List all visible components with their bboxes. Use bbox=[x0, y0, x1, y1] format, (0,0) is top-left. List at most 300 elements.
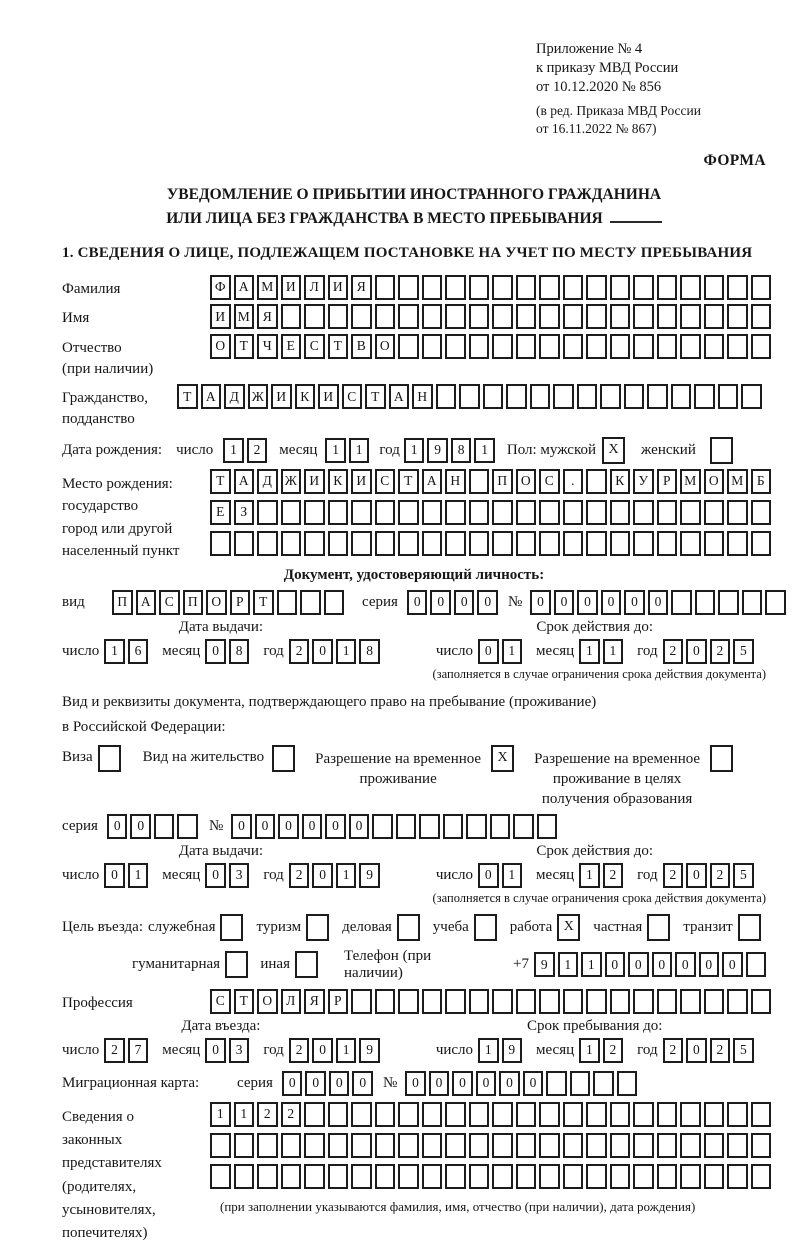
char-box[interactable]: 1 bbox=[234, 1102, 255, 1127]
char-box[interactable] bbox=[680, 334, 701, 359]
char-box[interactable] bbox=[210, 1133, 231, 1158]
char-box[interactable] bbox=[445, 1133, 466, 1158]
char-box[interactable]: 0 bbox=[352, 1071, 373, 1096]
char-box[interactable]: О bbox=[375, 334, 396, 359]
char-box[interactable]: Ж bbox=[281, 469, 302, 494]
char-box[interactable]: 1 bbox=[404, 438, 425, 463]
char-box[interactable]: 1 bbox=[336, 1038, 357, 1063]
char-box[interactable] bbox=[492, 500, 513, 525]
char-box[interactable] bbox=[746, 952, 767, 977]
char-box[interactable]: А bbox=[136, 590, 157, 615]
char-box[interactable]: Е bbox=[210, 500, 231, 525]
char-box[interactable]: 1 bbox=[223, 438, 244, 463]
char-box[interactable] bbox=[516, 989, 537, 1014]
char-box[interactable]: 0 bbox=[452, 1071, 473, 1096]
char-box[interactable]: Н bbox=[412, 384, 433, 409]
char-box[interactable] bbox=[490, 814, 511, 839]
char-box[interactable]: С bbox=[539, 469, 560, 494]
char-box[interactable] bbox=[469, 469, 490, 494]
char-box[interactable] bbox=[422, 500, 443, 525]
char-box[interactable]: 9 bbox=[427, 438, 448, 463]
char-box[interactable]: 0 bbox=[686, 639, 707, 664]
char-box[interactable] bbox=[516, 275, 537, 300]
char-box[interactable]: 2 bbox=[289, 639, 310, 664]
char-box[interactable] bbox=[657, 1133, 678, 1158]
char-box[interactable]: Т bbox=[365, 384, 386, 409]
char-box[interactable] bbox=[738, 914, 761, 941]
char-box[interactable]: В bbox=[351, 334, 372, 359]
char-box[interactable]: П bbox=[183, 590, 204, 615]
char-box[interactable]: Р bbox=[657, 469, 678, 494]
char-box[interactable]: 2 bbox=[663, 863, 684, 888]
char-box[interactable]: И bbox=[318, 384, 339, 409]
char-box[interactable]: О bbox=[206, 590, 227, 615]
char-box[interactable]: 0 bbox=[699, 952, 720, 977]
char-box[interactable] bbox=[563, 500, 584, 525]
char-box[interactable] bbox=[586, 531, 607, 556]
char-box[interactable] bbox=[398, 989, 419, 1014]
char-box[interactable]: 1 bbox=[603, 639, 624, 664]
char-box[interactable] bbox=[351, 1102, 372, 1127]
char-box[interactable]: 1 bbox=[579, 639, 600, 664]
char-box[interactable] bbox=[281, 531, 302, 556]
char-box[interactable] bbox=[751, 1102, 772, 1127]
char-box[interactable] bbox=[375, 500, 396, 525]
char-box[interactable] bbox=[727, 304, 748, 329]
char-box[interactable] bbox=[624, 384, 645, 409]
char-box[interactable] bbox=[657, 334, 678, 359]
char-box[interactable]: 1 bbox=[349, 438, 370, 463]
char-box[interactable] bbox=[372, 814, 393, 839]
char-box[interactable]: 0 bbox=[652, 952, 673, 977]
char-box[interactable] bbox=[492, 1102, 513, 1127]
char-box[interactable]: Д bbox=[257, 469, 278, 494]
char-box[interactable] bbox=[220, 914, 243, 941]
char-box[interactable] bbox=[704, 500, 725, 525]
char-box[interactable]: И bbox=[304, 469, 325, 494]
char-box[interactable]: 0 bbox=[130, 814, 151, 839]
char-box[interactable] bbox=[657, 1164, 678, 1189]
char-box[interactable]: 1 bbox=[336, 863, 357, 888]
char-box[interactable] bbox=[741, 384, 762, 409]
char-box[interactable] bbox=[459, 384, 480, 409]
char-box[interactable] bbox=[671, 384, 692, 409]
char-box[interactable]: 0 bbox=[478, 863, 499, 888]
char-box[interactable] bbox=[539, 989, 560, 1014]
char-box[interactable] bbox=[680, 1133, 701, 1158]
char-box[interactable] bbox=[704, 531, 725, 556]
char-box[interactable] bbox=[375, 531, 396, 556]
char-box[interactable]: 0 bbox=[205, 863, 226, 888]
char-box[interactable] bbox=[647, 914, 670, 941]
char-box[interactable] bbox=[300, 590, 321, 615]
char-box[interactable] bbox=[225, 951, 248, 978]
char-box[interactable] bbox=[610, 275, 631, 300]
char-box[interactable] bbox=[419, 814, 440, 839]
char-box[interactable] bbox=[657, 500, 678, 525]
char-box[interactable] bbox=[445, 275, 466, 300]
char-box[interactable] bbox=[586, 334, 607, 359]
char-box[interactable] bbox=[539, 500, 560, 525]
char-box[interactable]: 8 bbox=[359, 639, 380, 664]
char-box[interactable]: 1 bbox=[502, 639, 523, 664]
char-box[interactable]: У bbox=[633, 469, 654, 494]
char-box[interactable] bbox=[586, 989, 607, 1014]
char-box[interactable] bbox=[765, 590, 786, 615]
char-box[interactable] bbox=[704, 989, 725, 1014]
char-box[interactable] bbox=[445, 500, 466, 525]
char-box[interactable] bbox=[328, 1102, 349, 1127]
char-box[interactable] bbox=[563, 1164, 584, 1189]
char-box[interactable] bbox=[210, 1164, 231, 1189]
char-box[interactable] bbox=[492, 1133, 513, 1158]
char-box[interactable] bbox=[375, 1102, 396, 1127]
char-box[interactable]: X bbox=[557, 914, 580, 941]
char-box[interactable]: Л bbox=[281, 989, 302, 1014]
char-box[interactable] bbox=[546, 1071, 567, 1096]
char-box[interactable]: 0 bbox=[312, 1038, 333, 1063]
char-box[interactable] bbox=[539, 275, 560, 300]
char-box[interactable] bbox=[281, 1164, 302, 1189]
char-box[interactable] bbox=[398, 531, 419, 556]
char-box[interactable] bbox=[516, 1102, 537, 1127]
char-box[interactable] bbox=[234, 1133, 255, 1158]
char-box[interactable]: 0 bbox=[476, 1071, 497, 1096]
char-box[interactable] bbox=[281, 1133, 302, 1158]
char-box[interactable] bbox=[680, 531, 701, 556]
char-box[interactable] bbox=[154, 814, 175, 839]
char-box[interactable] bbox=[586, 1164, 607, 1189]
char-box[interactable]: 0 bbox=[648, 590, 669, 615]
char-box[interactable]: 1 bbox=[128, 863, 149, 888]
char-box[interactable]: 8 bbox=[451, 438, 472, 463]
char-box[interactable]: 3 bbox=[229, 863, 250, 888]
char-box[interactable] bbox=[727, 1102, 748, 1127]
char-box[interactable] bbox=[516, 1164, 537, 1189]
char-box[interactable] bbox=[469, 1133, 490, 1158]
char-box[interactable] bbox=[751, 304, 772, 329]
char-box[interactable]: 2 bbox=[603, 863, 624, 888]
char-box[interactable] bbox=[586, 1102, 607, 1127]
char-box[interactable] bbox=[375, 1164, 396, 1189]
char-box[interactable]: Т bbox=[210, 469, 231, 494]
char-box[interactable]: 2 bbox=[104, 1038, 125, 1063]
char-box[interactable] bbox=[469, 531, 490, 556]
char-box[interactable]: М bbox=[234, 304, 255, 329]
char-box[interactable]: Б bbox=[751, 469, 772, 494]
char-box[interactable] bbox=[751, 334, 772, 359]
char-box[interactable] bbox=[593, 1071, 614, 1096]
char-box[interactable]: 0 bbox=[305, 1071, 326, 1096]
char-box[interactable] bbox=[422, 531, 443, 556]
char-box[interactable] bbox=[422, 1164, 443, 1189]
char-box[interactable]: 0 bbox=[329, 1071, 350, 1096]
char-box[interactable]: 0 bbox=[477, 590, 498, 615]
char-box[interactable] bbox=[398, 334, 419, 359]
char-box[interactable] bbox=[422, 989, 443, 1014]
char-box[interactable]: О bbox=[257, 989, 278, 1014]
char-box[interactable]: 5 bbox=[733, 1038, 754, 1063]
char-box[interactable] bbox=[727, 334, 748, 359]
char-box[interactable]: Я bbox=[257, 304, 278, 329]
char-box[interactable]: М bbox=[257, 275, 278, 300]
char-box[interactable] bbox=[633, 500, 654, 525]
char-box[interactable] bbox=[422, 1102, 443, 1127]
char-box[interactable] bbox=[633, 1102, 654, 1127]
char-box[interactable]: П bbox=[492, 469, 513, 494]
char-box[interactable] bbox=[530, 384, 551, 409]
char-box[interactable]: 0 bbox=[554, 590, 575, 615]
char-box[interactable] bbox=[272, 745, 295, 772]
char-box[interactable]: 1 bbox=[336, 639, 357, 664]
char-box[interactable]: 1 bbox=[325, 438, 346, 463]
char-box[interactable] bbox=[257, 531, 278, 556]
char-box[interactable]: X bbox=[491, 745, 514, 772]
char-box[interactable] bbox=[295, 951, 318, 978]
char-box[interactable] bbox=[398, 500, 419, 525]
char-box[interactable]: Р bbox=[328, 989, 349, 1014]
char-box[interactable]: М bbox=[680, 469, 701, 494]
char-box[interactable]: И bbox=[281, 275, 302, 300]
char-box[interactable] bbox=[586, 1133, 607, 1158]
char-box[interactable] bbox=[422, 275, 443, 300]
char-box[interactable] bbox=[234, 1164, 255, 1189]
char-box[interactable] bbox=[680, 1102, 701, 1127]
char-box[interactable]: 0 bbox=[686, 1038, 707, 1063]
char-box[interactable] bbox=[633, 1133, 654, 1158]
char-box[interactable]: М bbox=[727, 469, 748, 494]
char-box[interactable] bbox=[375, 989, 396, 1014]
char-box[interactable] bbox=[422, 334, 443, 359]
char-box[interactable] bbox=[351, 531, 372, 556]
char-box[interactable]: 1 bbox=[579, 863, 600, 888]
char-box[interactable] bbox=[751, 531, 772, 556]
char-box[interactable] bbox=[539, 1164, 560, 1189]
char-box[interactable] bbox=[445, 304, 466, 329]
char-box[interactable] bbox=[304, 304, 325, 329]
char-box[interactable]: Т bbox=[177, 384, 198, 409]
char-box[interactable]: 0 bbox=[624, 590, 645, 615]
char-box[interactable]: С bbox=[210, 989, 231, 1014]
char-box[interactable] bbox=[610, 1133, 631, 1158]
char-box[interactable]: 0 bbox=[104, 863, 125, 888]
char-box[interactable] bbox=[633, 275, 654, 300]
char-box[interactable] bbox=[610, 304, 631, 329]
char-box[interactable] bbox=[680, 304, 701, 329]
char-box[interactable]: 2 bbox=[710, 639, 731, 664]
char-box[interactable]: З bbox=[234, 500, 255, 525]
char-box[interactable]: 2 bbox=[663, 639, 684, 664]
char-box[interactable] bbox=[398, 1164, 419, 1189]
char-box[interactable]: Р bbox=[230, 590, 251, 615]
char-box[interactable]: И bbox=[351, 469, 372, 494]
char-box[interactable] bbox=[422, 1133, 443, 1158]
char-box[interactable]: 5 bbox=[733, 863, 754, 888]
char-box[interactable] bbox=[351, 500, 372, 525]
char-box[interactable]: 1 bbox=[478, 1038, 499, 1063]
char-box[interactable] bbox=[704, 275, 725, 300]
char-box[interactable]: 1 bbox=[210, 1102, 231, 1127]
char-box[interactable]: 0 bbox=[282, 1071, 303, 1096]
char-box[interactable] bbox=[539, 1133, 560, 1158]
char-box[interactable] bbox=[586, 469, 607, 494]
char-box[interactable] bbox=[718, 384, 739, 409]
char-box[interactable] bbox=[351, 1133, 372, 1158]
char-box[interactable] bbox=[492, 334, 513, 359]
char-box[interactable] bbox=[563, 1133, 584, 1158]
char-box[interactable] bbox=[647, 384, 668, 409]
char-box[interactable] bbox=[657, 531, 678, 556]
char-box[interactable] bbox=[513, 814, 534, 839]
char-box[interactable] bbox=[586, 304, 607, 329]
char-box[interactable] bbox=[516, 304, 537, 329]
char-box[interactable] bbox=[751, 500, 772, 525]
char-box[interactable] bbox=[704, 304, 725, 329]
char-box[interactable]: 3 bbox=[229, 1038, 250, 1063]
char-box[interactable] bbox=[398, 275, 419, 300]
char-box[interactable]: 5 bbox=[733, 639, 754, 664]
char-box[interactable] bbox=[718, 590, 739, 615]
char-box[interactable] bbox=[469, 1164, 490, 1189]
char-box[interactable]: Е bbox=[281, 334, 302, 359]
char-box[interactable]: 9 bbox=[502, 1038, 523, 1063]
char-box[interactable]: 6 bbox=[128, 639, 149, 664]
char-box[interactable] bbox=[610, 1164, 631, 1189]
char-box[interactable]: И bbox=[210, 304, 231, 329]
char-box[interactable] bbox=[469, 989, 490, 1014]
char-box[interactable]: 0 bbox=[722, 952, 743, 977]
char-box[interactable] bbox=[422, 304, 443, 329]
char-box[interactable]: С bbox=[375, 469, 396, 494]
char-box[interactable] bbox=[657, 1102, 678, 1127]
char-box[interactable]: К bbox=[295, 384, 316, 409]
char-box[interactable] bbox=[586, 275, 607, 300]
char-box[interactable] bbox=[397, 914, 420, 941]
char-box[interactable] bbox=[563, 989, 584, 1014]
char-box[interactable] bbox=[563, 304, 584, 329]
char-box[interactable] bbox=[210, 531, 231, 556]
char-box[interactable] bbox=[396, 814, 417, 839]
char-box[interactable] bbox=[436, 384, 457, 409]
char-box[interactable]: 9 bbox=[534, 952, 555, 977]
char-box[interactable] bbox=[351, 304, 372, 329]
char-box[interactable]: 0 bbox=[686, 863, 707, 888]
char-box[interactable]: 0 bbox=[430, 590, 451, 615]
char-box[interactable] bbox=[539, 531, 560, 556]
char-box[interactable]: О bbox=[210, 334, 231, 359]
char-box[interactable]: К bbox=[328, 469, 349, 494]
char-box[interactable] bbox=[351, 1164, 372, 1189]
char-box[interactable] bbox=[680, 275, 701, 300]
char-box[interactable]: К bbox=[610, 469, 631, 494]
char-box[interactable] bbox=[657, 275, 678, 300]
char-box[interactable] bbox=[98, 745, 121, 772]
char-box[interactable] bbox=[751, 1164, 772, 1189]
char-box[interactable]: 9 bbox=[359, 863, 380, 888]
char-box[interactable] bbox=[600, 384, 621, 409]
char-box[interactable] bbox=[657, 304, 678, 329]
char-box[interactable]: Д bbox=[224, 384, 245, 409]
char-box[interactable]: 2 bbox=[663, 1038, 684, 1063]
char-box[interactable]: 1 bbox=[474, 438, 495, 463]
char-box[interactable] bbox=[695, 590, 716, 615]
char-box[interactable]: 0 bbox=[605, 952, 626, 977]
char-box[interactable]: 0 bbox=[255, 814, 276, 839]
char-box[interactable] bbox=[563, 1102, 584, 1127]
char-box[interactable]: С bbox=[342, 384, 363, 409]
char-box[interactable] bbox=[443, 814, 464, 839]
char-box[interactable] bbox=[633, 531, 654, 556]
char-box[interactable] bbox=[474, 914, 497, 941]
char-box[interactable] bbox=[704, 334, 725, 359]
char-box[interactable]: 0 bbox=[530, 590, 551, 615]
char-box[interactable]: 2 bbox=[710, 1038, 731, 1063]
char-box[interactable]: А bbox=[389, 384, 410, 409]
char-box[interactable]: 0 bbox=[577, 590, 598, 615]
char-box[interactable] bbox=[516, 334, 537, 359]
char-box[interactable] bbox=[727, 500, 748, 525]
char-box[interactable]: Ж bbox=[248, 384, 269, 409]
char-box[interactable] bbox=[375, 275, 396, 300]
char-box[interactable] bbox=[469, 500, 490, 525]
char-box[interactable] bbox=[657, 989, 678, 1014]
char-box[interactable]: Н bbox=[445, 469, 466, 494]
char-box[interactable] bbox=[234, 531, 255, 556]
char-box[interactable]: 0 bbox=[499, 1071, 520, 1096]
char-box[interactable] bbox=[304, 1102, 325, 1127]
char-box[interactable]: 0 bbox=[302, 814, 323, 839]
char-box[interactable] bbox=[328, 1133, 349, 1158]
char-box[interactable] bbox=[694, 384, 715, 409]
char-box[interactable]: 2 bbox=[603, 1038, 624, 1063]
char-box[interactable] bbox=[492, 304, 513, 329]
char-box[interactable] bbox=[445, 1102, 466, 1127]
char-box[interactable]: 0 bbox=[325, 814, 346, 839]
char-box[interactable] bbox=[328, 500, 349, 525]
char-box[interactable] bbox=[257, 1133, 278, 1158]
char-box[interactable]: 0 bbox=[407, 590, 428, 615]
char-box[interactable]: О bbox=[704, 469, 725, 494]
char-box[interactable] bbox=[751, 1133, 772, 1158]
char-box[interactable]: 0 bbox=[429, 1071, 450, 1096]
char-box[interactable]: 0 bbox=[405, 1071, 426, 1096]
char-box[interactable]: 2 bbox=[710, 863, 731, 888]
char-box[interactable]: 0 bbox=[107, 814, 128, 839]
char-box[interactable]: Ф bbox=[210, 275, 231, 300]
char-box[interactable] bbox=[570, 1071, 591, 1096]
char-box[interactable] bbox=[563, 334, 584, 359]
char-box[interactable] bbox=[516, 531, 537, 556]
char-box[interactable] bbox=[610, 1102, 631, 1127]
char-box[interactable] bbox=[516, 500, 537, 525]
char-box[interactable] bbox=[680, 500, 701, 525]
char-box[interactable]: А bbox=[422, 469, 443, 494]
char-box[interactable] bbox=[727, 1164, 748, 1189]
char-box[interactable] bbox=[553, 384, 574, 409]
char-box[interactable]: 0 bbox=[523, 1071, 544, 1096]
char-box[interactable] bbox=[492, 275, 513, 300]
char-box[interactable] bbox=[469, 334, 490, 359]
char-box[interactable]: О bbox=[516, 469, 537, 494]
char-box[interactable] bbox=[539, 304, 560, 329]
char-box[interactable]: . bbox=[563, 469, 584, 494]
char-box[interactable] bbox=[328, 304, 349, 329]
char-box[interactable] bbox=[281, 500, 302, 525]
char-box[interactable]: 0 bbox=[478, 639, 499, 664]
char-box[interactable] bbox=[492, 531, 513, 556]
char-box[interactable] bbox=[610, 989, 631, 1014]
char-box[interactable] bbox=[328, 531, 349, 556]
